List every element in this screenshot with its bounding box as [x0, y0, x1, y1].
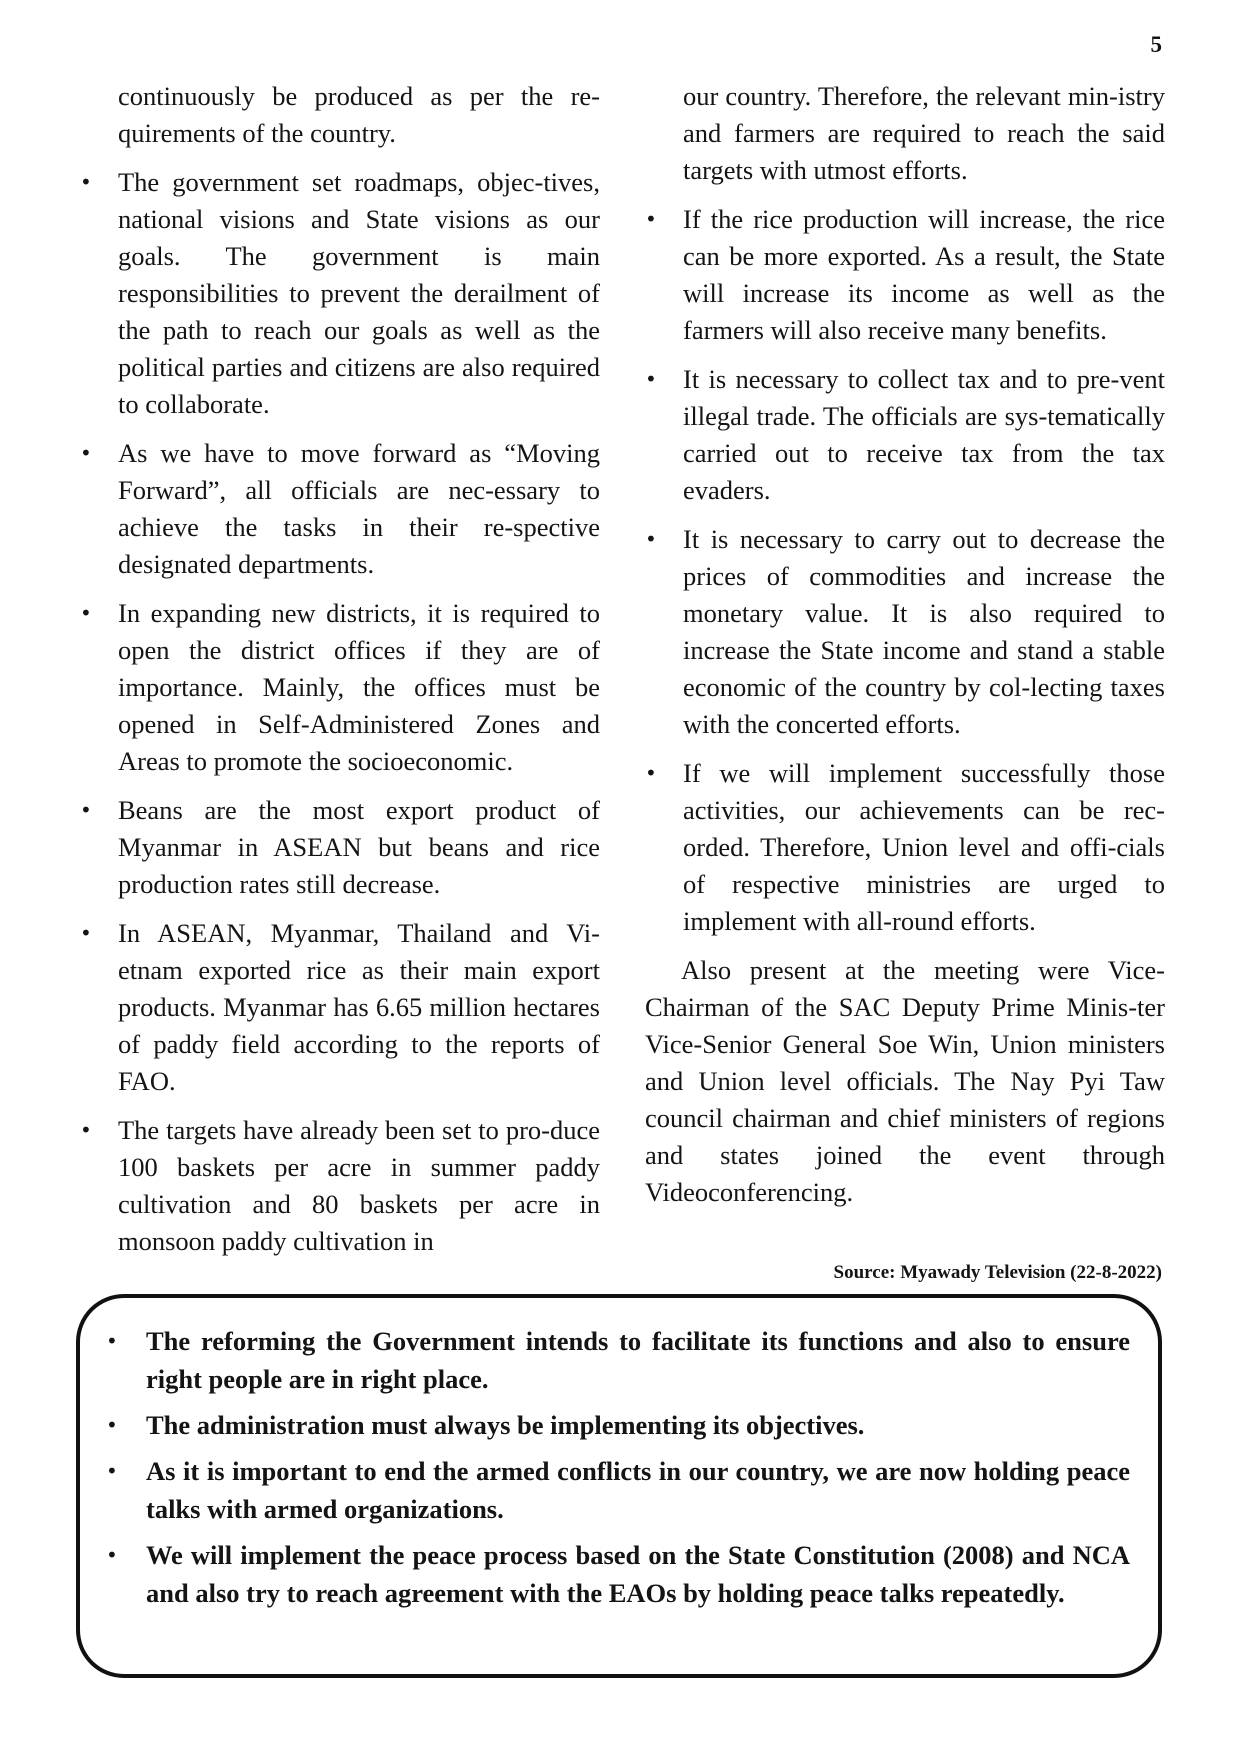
page-number: 5: [1150, 32, 1162, 57]
list-item: [80, 164, 600, 423]
list-item: [106, 1452, 1130, 1528]
list-item-text: The reforming the Government intends to facilitate its functions and also to ensure right people are in right place.: [146, 1326, 1130, 1394]
list-item: [106, 1406, 1130, 1444]
bullet-icon: •: [106, 1459, 118, 1483]
list-item: [80, 792, 600, 903]
bullet-icon: •: [645, 207, 657, 231]
bullet-icon: •: [645, 761, 657, 785]
list-item-text: Beans are the most export product of Myanmar in ASEAN but beans and rice production rates still decrease.: [118, 795, 600, 899]
list-item-text: The targets have already been set to pro-duce 100 baskets per acre in summer paddy cultivation and 80 baskets per acre in monsoon paddy cultivation in: [118, 1115, 600, 1256]
list-item-text: As we have to move forward as “Moving Forward”, all officials are nec-essary to achieve the tasks in their re-spective designated departments.: [118, 438, 600, 579]
list-item: [645, 201, 1165, 349]
source-credit: Source: Myawady Television (22-8-2022): [833, 1262, 1162, 1283]
list-item: [645, 755, 1165, 940]
bullet-icon: •: [80, 921, 92, 945]
bullet-icon: •: [80, 601, 92, 625]
bullet-icon: •: [80, 1118, 92, 1142]
list-item-text: The administration must always be implementing its objectives.: [146, 1410, 865, 1440]
bullet-icon: •: [645, 527, 657, 551]
bullet-icon: •: [106, 1329, 118, 1353]
list-item: [80, 915, 600, 1100]
bullet-icon: •: [106, 1543, 118, 1567]
list-item-text: The government set roadmaps, objec-tives, national visions and State visions as our goals. The government is main responsibilities to prevent the derailment of the path to reach our goals as well as the political parties and citizens are also required to collaborate.: [118, 167, 600, 419]
list-item: [80, 435, 600, 583]
list-item-text: It is necessary to carry out to decrease the prices of commodities and increase the monetary value. It is also required to increase the State income and stand a stable economic of the country by col-lecting taxes with the concerted efforts.: [683, 524, 1165, 739]
list-item: [80, 1112, 600, 1260]
list-item: [106, 1536, 1130, 1612]
list-item-text: As it is important to end the armed conflicts in our country, we are now holding peace talks with armed organizations.: [146, 1456, 1130, 1524]
highlight-box: [76, 1294, 1162, 1678]
bullet-icon: •: [106, 1413, 118, 1437]
list-item: [80, 595, 600, 780]
list-item-text: It is necessary to collect tax and to pre-vent illegal trade. The officials are sys-tematically carried out to receive tax from the tax evaders.: [683, 364, 1165, 505]
bullet-icon: •: [80, 441, 92, 465]
list-item: [106, 1322, 1130, 1398]
left-bullet-list: [80, 164, 600, 1260]
list-item-text: In expanding new districts, it is required to open the district offices if they are of importance. Mainly, the offices must be opened in Self-Administered Zones and Areas to promote the socioeconomic.: [118, 598, 600, 776]
right-bullet-list: [645, 201, 1165, 940]
list-item-text: We will implement the peace process based on the State Constitution (2008) and NCA and also try to reach agreement with the EAOs by holding peace talks repeatedly.: [146, 1540, 1130, 1608]
right-column: [645, 78, 1165, 1211]
list-item-text: If we will implement successfully those activities, our achievements can be rec-orded. Therefore, Union level and offi-cials of respective ministries are urged to implement with all-round efforts.: [683, 758, 1165, 936]
bullet-icon: •: [80, 170, 92, 194]
list-item-text: If the rice production will increase, the rice can be more exported. As a result, the State will increase its income as well as the farmers will also receive many benefits.: [683, 204, 1165, 345]
list-item: [645, 521, 1165, 743]
highlight-bullet-list: [106, 1322, 1130, 1612]
bullet-icon: •: [645, 367, 657, 391]
bullet-icon: •: [80, 798, 92, 822]
list-item-text: In ASEAN, Myanmar, Thailand and Vi-etnam exported rice as their main export products. Myanmar has 6.65 million hectares of paddy field according to the reports of FAO.: [118, 918, 600, 1096]
left-column: [80, 78, 600, 1272]
right-continuation-text: our country. Therefore, the relevant min-istry and farmers are required to reach the said targets with utmost efforts.: [683, 81, 1165, 185]
closing-paragraph: Also present at the meeting were Vice-Chairman of the SAC Deputy Prime Minis-ter Vice-Senior General Soe Win, Union ministers and Union level officials. The Nay Pyi Taw council chairman and chief ministers of regions and states joined the event through Videoconferencing.: [645, 955, 1165, 1207]
left-continuation-text: continuously be produced as per the re-quirements of the country.: [118, 81, 600, 148]
list-item: [645, 361, 1165, 509]
